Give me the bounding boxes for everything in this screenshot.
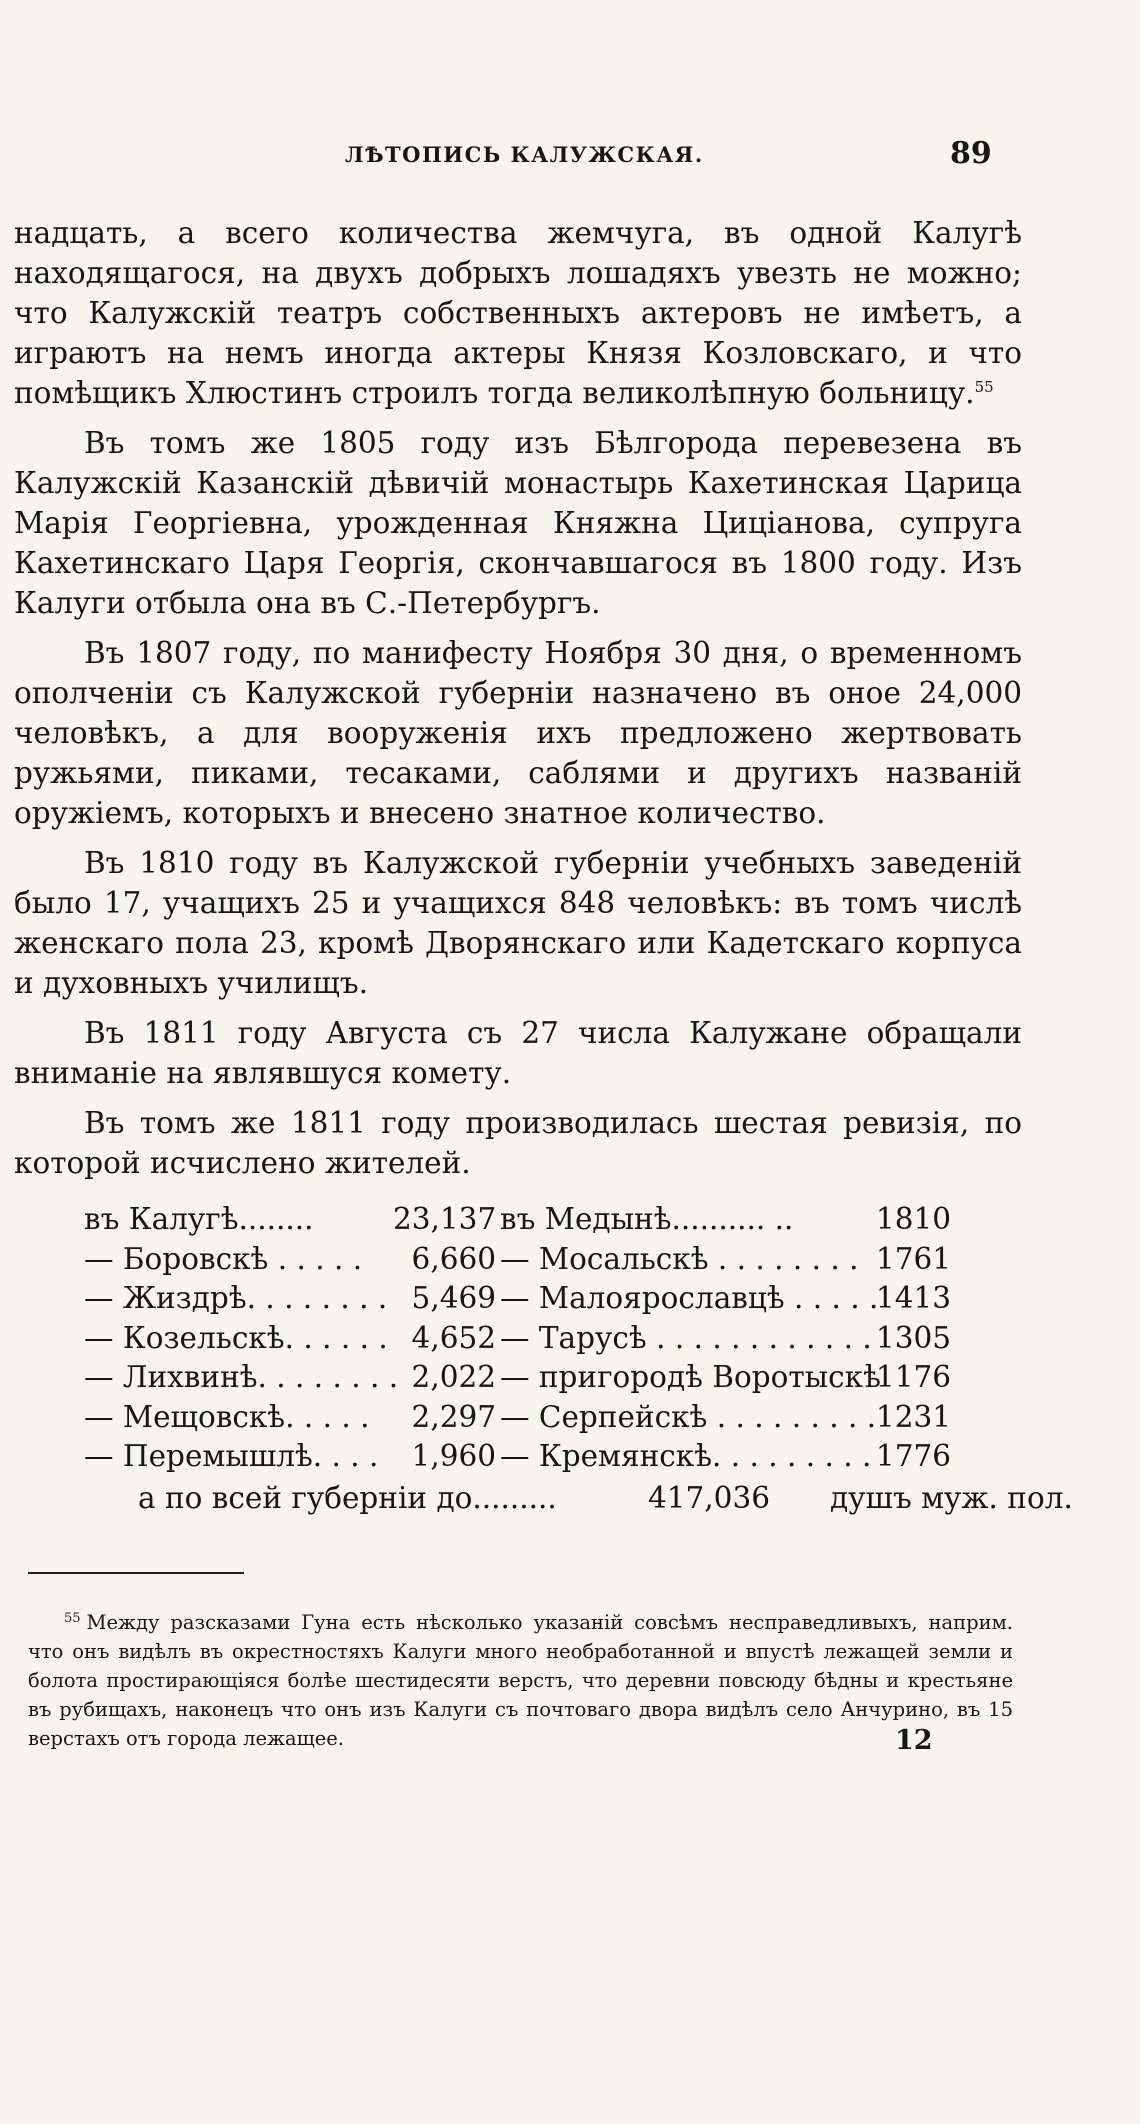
census-row (0, 1242, 1140, 1282)
town-population: 1761 (875, 1241, 951, 1276)
footnote-reference: 55 (974, 378, 994, 397)
town-name: — Серпейскѣ . . . . . . . . . (500, 1399, 877, 1434)
paragraph-1 (14, 213, 1022, 413)
paragraph-6: Въ томъ же 1811 году производилась шестая ревизія, по которой исчислено жителей. (14, 1106, 1022, 1180)
town-name: — Боровскѣ . . . . . (84, 1241, 363, 1276)
footnote-text: Между разсказами Гуна есть нѣсколько указаній совсѣмъ несправедливыхъ, наприм. что онъ видѣлъ въ окрестностяхъ Калуги много необработанной и впустѣ лежащей земли и болота простирающіяся болѣе шестидесяти верстъ, что деревни повсюду бѣдны и крестьяне въ рубищахъ, наконецъ что онъ изъ Калуги съ почтоваго двора видѣлъ село Анчурино, въ 15 верстахъ отъ города лежащее. (28, 1611, 1013, 1750)
signature-mark: 12 (895, 1725, 933, 1756)
footnote-paragraph (28, 1608, 1013, 1753)
footnote-divider (28, 1572, 244, 1574)
town-population: 23,137 (393, 1202, 497, 1236)
town-population: 1413 (875, 1281, 951, 1315)
page-number: 89 (950, 136, 992, 171)
census-table (0, 1202, 1140, 1521)
town-name: — Мосальскѣ . . . . . . . . (500, 1241, 859, 1276)
town-population: 2,297 (411, 1399, 496, 1434)
town-name: — Лихвинѣ. . . . . . . . (84, 1360, 399, 1394)
town-population: 5,469 (411, 1281, 496, 1315)
census-row (0, 1400, 1140, 1440)
census-row (0, 1202, 1140, 1242)
town-name: — Жиздрѣ. . . . . . . . (84, 1281, 388, 1315)
paragraph-2: Въ томъ же 1805 году изъ Бѣлгорода перевезена въ Калужскій Казанскій дѣвичій монастырь Кахетинская Царица Марія Георгіевна, урожденная Княжна Циціанова, супруга Кахетинскаго Царя Георгія, скончавшагося въ 1800 году. Изъ Калуги отбыла она въ С.-Петербургъ. (14, 426, 1022, 620)
census-row (0, 1321, 1140, 1361)
total-value: 417,036 (648, 1480, 770, 1515)
footnote-mark: 55 (64, 1610, 81, 1626)
paragraph-4: Въ 1810 году въ Калужской губерніи учебныхъ заведеній было 17, учащихъ 25 и учащихся 848 человѣкъ: въ томъ числѣ женскаго пола 23, кромѣ Дворянскаго или Кадетскаго корпуса и духовныхъ училищъ. (14, 846, 1022, 1000)
footnote (28, 1608, 1013, 1753)
town-name: — Перемышлѣ. . . . (84, 1439, 379, 1473)
town-name: — Тарусѣ . . . . . . . . . . . . (500, 1320, 872, 1355)
total-unit: душъ муж. пол. (830, 1480, 1073, 1515)
main-text (14, 213, 1022, 1193)
town-population: 1776 (875, 1439, 951, 1473)
paragraph-text: надцать, а всего количества жемчуга, въ одной Калугѣ находящагося, на двухъ добрыхъ лошадяхъ увезть не можно; что Калужскій театръ собственныхъ актеровъ не имѣетъ, а играютъ на немъ иногда актеры Князя Козловскаго, и что помѣщикъ Хлюстинъ строилъ тогда великолѣпную больницу. (14, 216, 1022, 410)
town-population: 2,022 (411, 1360, 496, 1394)
town-population: 1305 (875, 1320, 951, 1355)
paragraph-5: Въ 1811 году Августа съ 27 числа Калужане обращали вниманіе на являвшуся комету. (14, 1016, 1022, 1090)
running-title: ЛѢТОПИСЬ КАЛУЖСКАЯ. (345, 142, 704, 167)
town-population: 1176 (875, 1360, 951, 1394)
town-name: въ Медынѣ.......... .. (500, 1202, 794, 1236)
town-population: 6,660 (411, 1241, 496, 1276)
town-name: — пригородѣ Воротыскѣ (500, 1360, 881, 1394)
town-population: 1,960 (411, 1439, 496, 1473)
town-population: 4,652 (411, 1320, 496, 1355)
town-name: — Козельскѣ. . . . . . (84, 1320, 388, 1355)
town-name: — Кремянскѣ. . . . . . . . . (500, 1439, 872, 1473)
census-row (0, 1281, 1140, 1321)
town-name: — Мещовскѣ. . . . . (84, 1399, 370, 1434)
paragraph-3: Въ 1807 году, по манифесту Ноября 30 дня, о временномъ ополченіи съ Калужской губерніи назначено въ оное 24,000 человѣкъ, а для вооруженія ихъ предложено жертвовать ружьями, пиками, тесаками, саблями и другихъ названій оружіемъ, которыхъ и внесено знатное количество. (14, 636, 1022, 830)
town-population: 1231 (875, 1399, 951, 1434)
census-row (0, 1439, 1140, 1479)
page-header (0, 136, 1140, 176)
town-population: 1810 (875, 1202, 951, 1236)
town-name: въ Калугѣ........ (84, 1202, 314, 1236)
town-name: — Малоярославцѣ . . . . . (500, 1281, 879, 1315)
census-total-row (0, 1481, 1140, 1521)
census-row (0, 1360, 1140, 1400)
total-label: а по всей губерніи до......... (138, 1480, 557, 1515)
